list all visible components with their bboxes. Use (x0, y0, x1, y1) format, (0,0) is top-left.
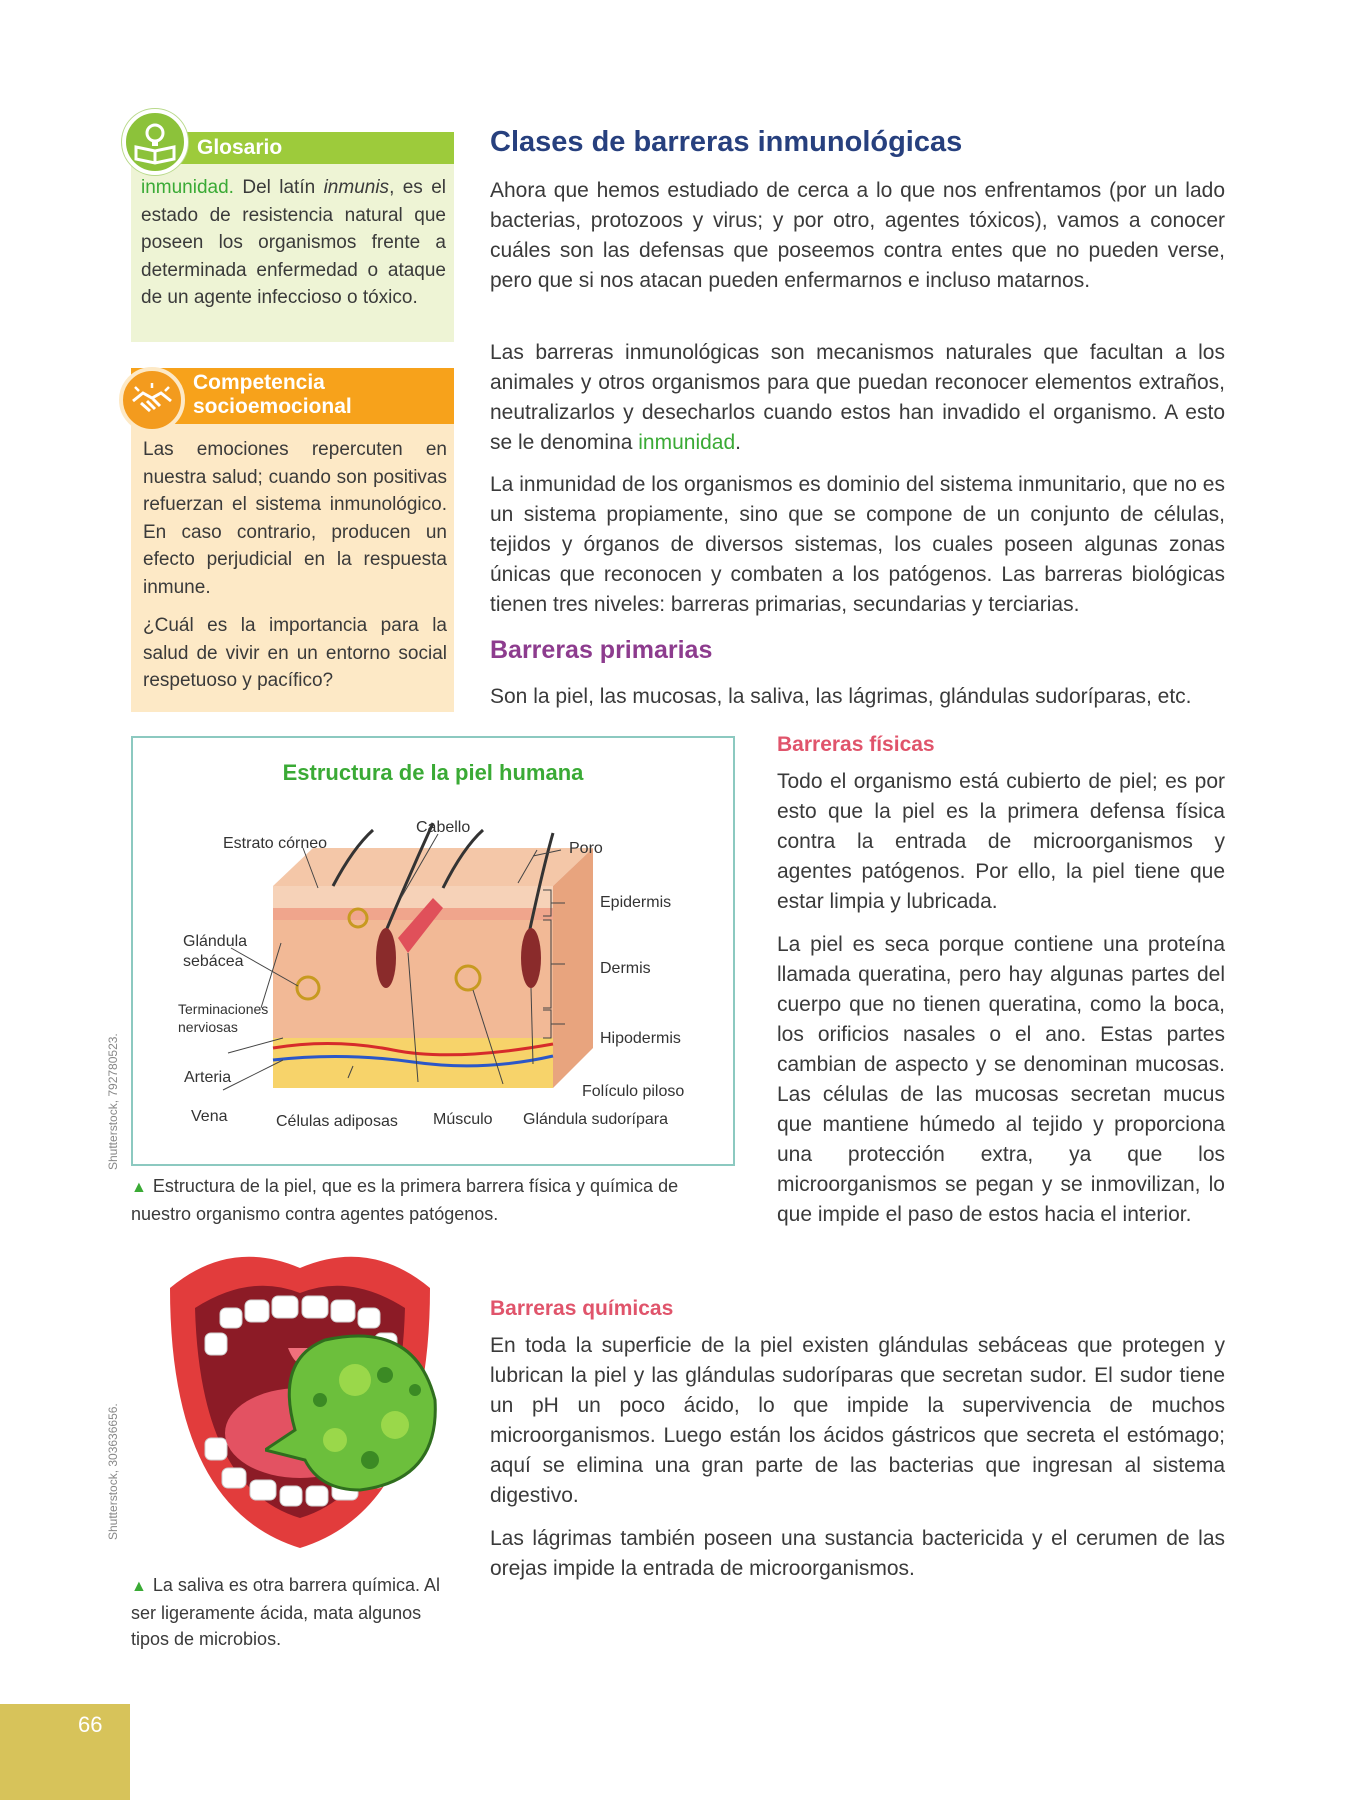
page-number-bar (0, 1704, 130, 1800)
glosario-text-a: Del latín (233, 177, 324, 198)
glosario-definition (141, 174, 446, 312)
skin-figure (131, 736, 735, 1166)
triangle-icon: ▲ (131, 1179, 147, 1196)
glosario-term: inmunidad. (141, 177, 234, 198)
label-sudoripara: Glándula sudorípara (523, 1111, 668, 1128)
p2-term: inmunidad (638, 431, 736, 454)
label-musculo: Músculo (433, 1111, 493, 1128)
label-hipodermis: Hipodermis (600, 1030, 681, 1047)
label-poro: Poro (569, 840, 603, 857)
heading-quimicas: Barreras químicas (490, 1297, 674, 1320)
label-epidermis: Epidermis (600, 894, 672, 911)
label-terminaciones-2: nerviosas (178, 1019, 238, 1035)
paragraph-fisicas-2: La piel es seca porque contiene una proteína llamada queratina, pero hay algunas partes del cuerpo que no tienen queratina, como la boca, los orificios nasales o el ano. Estas partes cambian de aspecto y se denominan mucosas. Las células de las mucosas secretan mucus que mantiene húmedo al tejido y proporciona una protección extra, ya que los microorganismos se pegan y se inmovilizan, lo que impide el paso de estos hacia el interior. (777, 933, 1225, 1226)
glosario-italic: inmunis (323, 177, 390, 198)
label-glandula-sebacea-1: Glándula (183, 933, 248, 950)
label-glandula-sebacea-2: sebácea (183, 953, 244, 970)
competencia-title-2: socioemocional (193, 395, 352, 418)
label-terminaciones (178, 1000, 268, 1036)
mouth-caption-text: La saliva es otra barrera química. Al ser ligeramente ácida, mata algunos tipos de microbios. (131, 1575, 440, 1649)
glosario-text-b: , es el estado de resistencia natural que poseen los organismos frente a determinada enfermedad o ataque de un agente infeccioso o tóxico. (141, 177, 446, 308)
competencia-title (193, 371, 352, 419)
p2-text: Las barreras inmunológicas son mecanismos naturales que facultan a los animales y otros organismos para que puedan reconocer elementos extraños, neutralizarlos y desecharlos cuando estos han invadido el organismo. A esto se le denomina (490, 341, 1225, 454)
heading-primarias: Barreras primarias (490, 636, 713, 664)
microbes-bubble (265, 1330, 445, 1500)
competencia-box (131, 368, 454, 712)
mouth-credit: Shutterstock, 303636656. (106, 1403, 120, 1540)
competencia-title-1: Competencia (193, 371, 325, 394)
handshake-icon (119, 367, 185, 433)
book-bulb-icon (122, 109, 188, 175)
paragraph-fisicas-1: Todo el organismo está cubierto de piel; es por esto que la piel es la primera defensa física contra la entrada de microorganismos y agentes patógenos. Por ello, la piel tiene que estar limpia y lubricada. (777, 770, 1225, 913)
label-cabello: Cabello (416, 819, 471, 836)
p2-end: . (735, 431, 742, 454)
skin-caption (131, 1173, 735, 1227)
label-terminaciones-1: Terminaciones (178, 1001, 269, 1017)
glosario-box (131, 132, 454, 342)
competencia-paragraph-1: Las emociones repercuten en nuestra salud; cuando son positivas refuerzan el sistema inmunológico. En caso contrario, producen un efecto perjudicial en la respuesta inmune. (143, 439, 447, 598)
paragraph-quimicas-1: En toda la superficie de la piel existen glándulas sebáceas que protegen y lubrican la piel y las glándulas sudoríparas que secretan sudor. El sudor tiene un pH un poco ácido, lo que impide la supervivencia de muchos microorganismos. Luego están los ácidos gástricos que secreta el estómago; aquí se elimina una gran parte de las bacterias que ingresan al sistema digestivo. (490, 1334, 1225, 1507)
triangle-icon: ▲ (131, 1578, 147, 1595)
glosario-title: Glosario (197, 136, 283, 159)
label-estrato: Estrato córneo (223, 835, 328, 852)
page-number: 66 (78, 1712, 103, 1737)
skin-caption-text: Estructura de la piel, que es la primera barrera física y química de nuestro organismo contra agentes patógenos. (131, 1176, 679, 1224)
paragraph-intro: Ahora que hemos estudiado de cerca a lo que nos enfrentamos (por un lado bacterias, protozoos y virus; y por otro, agentes tóxicos), vamos a conocer cuáles son las defensas que poseemos contra entes que no pueden verse, pero que si nos atacan pueden enfermarnos e incluso matarnos. (490, 179, 1225, 292)
label-foliculo: Folículo piloso (582, 1083, 685, 1100)
label-glandula-sebacea (183, 932, 247, 972)
label-celulas-adiposas: Células adiposas (276, 1113, 398, 1130)
competencia-paragraph-2: ¿Cuál es la importancia para la salud de vivir en un entorno social respetuoso y pacífico? (143, 615, 447, 691)
heading-fisicas: Barreras físicas (777, 733, 935, 756)
label-arteria: Arteria (184, 1069, 232, 1086)
skin-figure-title: Estructura de la piel humana (282, 760, 584, 785)
paragraph-barreras (490, 338, 1225, 458)
mouth-caption (131, 1572, 451, 1652)
page-title: Clases de barreras inmunológicas (490, 126, 963, 158)
paragraph-primarias: Son la piel, las mucosas, la saliva, las lágrimas, glándulas sudoríparas, etc. (490, 685, 1192, 708)
label-vena: Vena (191, 1108, 228, 1125)
paragraph-quimicas-2: Las lágrimas también poseen una sustancia bactericida y el cerumen de las orejas impide la entrada de microorganismos. (490, 1527, 1225, 1580)
label-dermis: Dermis (600, 960, 651, 977)
paragraph-sistema: La inmunidad de los organismos es dominio del sistema inmunitario, que no es un sistema propiamente, sino que se compone de un conjunto de células, tejidos y órganos de diversos sistemas, los cuales poseen algunas zonas únicas que reconocen y combaten a los patógenos. Las barreras biológicas tienen tres niveles: barreras primarias, secundarias y terciarias. (490, 473, 1225, 616)
skin-credit: Shutterstock, 792780523. (106, 1033, 120, 1170)
